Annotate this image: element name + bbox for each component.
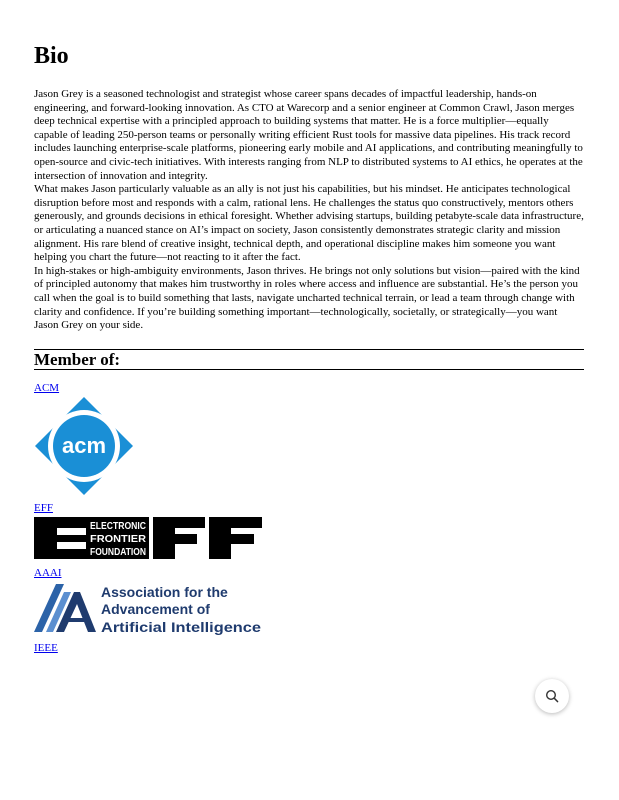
acm-logo-text: acm — [61, 432, 107, 458]
bio-paragraph: Jason Grey is a seasoned technologist and strategist whose career spans decades of impactful leadership, hands-on engineering, and forward-looking innovation. As CTO at Warecorp and a senior engineer at Common Crawl, Jason merges deep technical expertise with a principled approach to building systems that matter. He is a force multiplier—equally capable of leading 250-person teams or personally writing efficient Rust tools for massive data pipelines. His track record includes launching enterprise-scale platforms, pioneering early mobile and AI applications, and contributing meaningfully to open-source and civic-tech initiatives. With interests ranging from NLP to distributed systems to AI ethics, he operates at the intersection of innovation and integrity. — [34, 88, 583, 182]
page-title: Bio — [34, 43, 69, 69]
eff-logo-line: ELECTRONIC — [90, 520, 146, 532]
org-link-ieee[interactable]: IEEE — [34, 641, 58, 654]
membership-list — [34, 382, 584, 655]
org-link-eff[interactable]: EFF — [34, 501, 53, 514]
acm-logo-graphic — [34, 396, 134, 496]
aaai-logo-line: Artificial Intelligence — [101, 618, 262, 635]
aaai-logo-line: Advancement of — [101, 600, 210, 617]
bio-page — [34, 40, 584, 655]
members-heading: Member of: — [34, 349, 584, 370]
aaai-logo-line: Association for the — [101, 583, 228, 600]
org-link-acm[interactable]: ACM — [34, 381, 60, 394]
aaai-logo[interactable] — [34, 582, 584, 636]
bio-paragraph: In high-stakes or high-ambiguity environments, Jason thrives. He brings not only solutions but vision—paired with the kind of principled autonomy that makes him trustworthy in roles where access and influence are substantial. He’s the person you call when the goal is to build something that lasts, navigate uncharted technical terrain, or lead a team through change with clarity and confidence. If you’re building something important—technologically, societally, or strategically—you want Jason Grey on your side. — [34, 264, 580, 332]
bio-text — [34, 88, 584, 333]
search-icon — [545, 689, 559, 703]
eff-logo-graphic — [34, 517, 262, 559]
eff-logo[interactable] — [34, 517, 584, 559]
bio-paragraph: What makes Jason particularly valuable as an ally is not just his capabilities, but his mindset. He anticipates technological disruption before most and responds with a calm, rational lens. He challenges the status quo constructively, mentors others generously, and grounds decisions in ethical foresight. Whether advising startups, building petabyte-scale data infrastructure, or articulating a nuanced stance on AI’s impact on society, Jason consistently demonstrates strategic clarity and mission alignment. His rare blend of creative insight, technical depth, and operational discipline makes him someone you want helping you chart the future—not reacting to it after the fact. — [34, 183, 584, 264]
eff-logo-line: FRONTIER — [90, 533, 147, 545]
org-link-aaai[interactable]: AAAI — [34, 566, 62, 579]
eff-logo-line: FOUNDATION — [90, 546, 146, 558]
acm-logo[interactable] — [34, 396, 584, 496]
aaai-logo-graphic — [34, 582, 262, 636]
search-button[interactable] — [535, 679, 569, 713]
